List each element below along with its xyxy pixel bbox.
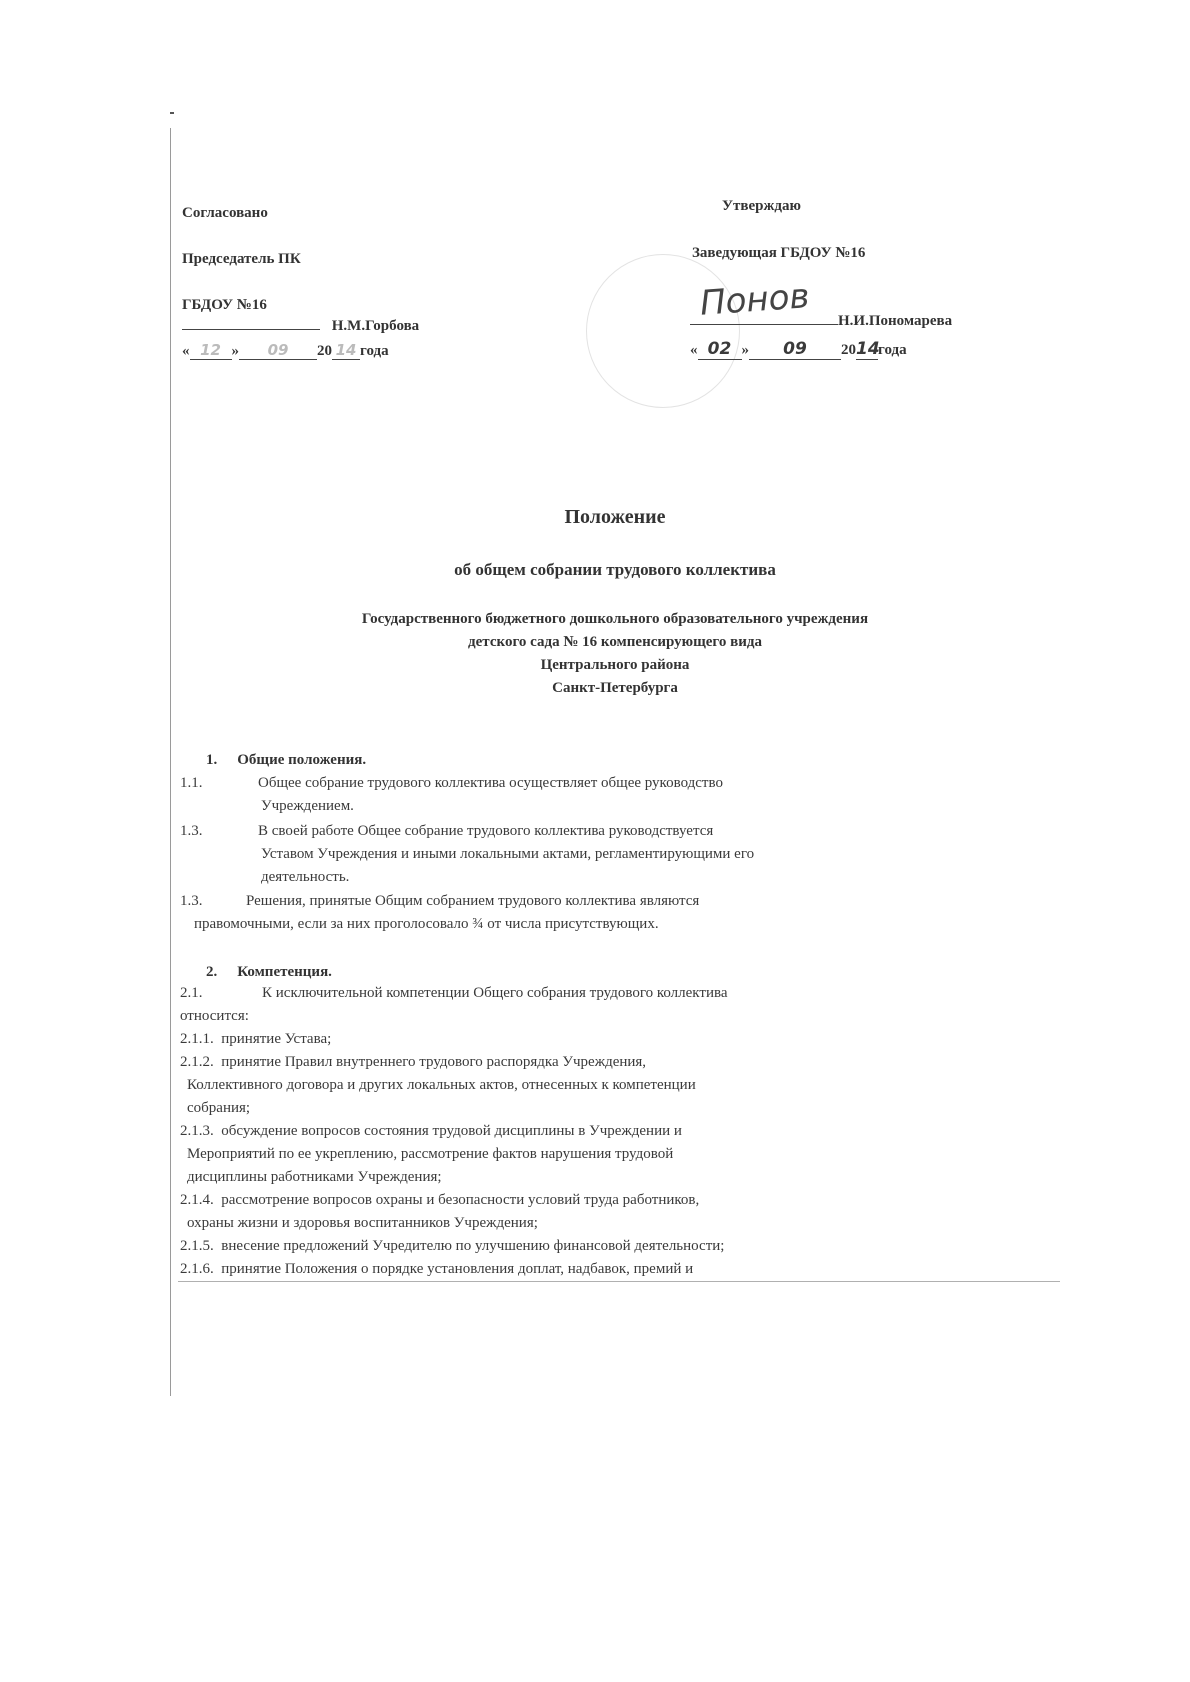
section2-item-text: Мероприятий по ее укреплению, рассмотрение фактов нарушения трудовой: [187, 1146, 674, 1162]
section1-item-text: деятельность.: [261, 869, 350, 885]
section1-item-text: Учреждением.: [261, 798, 354, 814]
date-day: 12: [190, 341, 232, 360]
section1-item-text: Уставом Учреждения и иными локальными актами, регламентирующими его: [261, 846, 755, 862]
date-day: 02: [698, 339, 742, 360]
approval-right-signer: Н.И.Пономарева: [838, 313, 953, 329]
date-month: 09: [749, 339, 841, 360]
section2-item-text: охраны жизни и здоровья воспитанников Учреждения;: [187, 1215, 538, 1231]
signature-blank: [690, 324, 838, 325]
section2-item: 2.1.6. принятие Положения о порядке установления доплат, надбавок, премий и: [180, 1261, 694, 1277]
approval-right-position: Заведующая ГБДОУ №16: [692, 245, 866, 261]
section1-item-text: Решения, принятые Общим собранием трудового коллектива являются: [246, 893, 700, 909]
signature-blank: [182, 329, 320, 330]
document-subtitle: об общем собрании трудового коллектива: [454, 560, 776, 579]
approval-left-heading: Согласовано: [182, 205, 268, 221]
section1-item-num: 1.3.: [180, 893, 203, 909]
approval-left-signer: Н.М.Горбова: [331, 318, 420, 334]
approval-right-date: « 02 » 09 2014года: [690, 339, 907, 359]
section2-heading: 2. Компетенция.: [206, 964, 332, 980]
approval-left-signature-line: [182, 318, 419, 335]
section2-item-text: дисциплины работниками Учреждения;: [187, 1169, 442, 1185]
date-year: 14: [856, 339, 880, 359]
section1-item-text: Общее собрание трудового коллектива осуществляет общее руководство: [258, 775, 723, 791]
scan-mark: [170, 112, 174, 114]
section2-item: 2.1.3. обсуждение вопросов состояния трудовой дисциплины в Учреждении и: [180, 1123, 682, 1139]
org-line-3: Центрального района: [540, 657, 690, 673]
left-margin-line: [170, 128, 171, 1396]
section2-item: 2.1.4. рассмотрение вопросов охраны и безопасности условий труда работников,: [180, 1192, 700, 1208]
section1-item-num: 1.3.: [180, 823, 203, 839]
section2-intro-num: 2.1.: [180, 985, 203, 1001]
section1-item-text: правомочными, если за них проголосовало ¾ от числа присутствующих.: [194, 916, 659, 932]
section1-item-num: 1.1.: [180, 775, 203, 791]
approval-left-date: « 12 » 09 20 14 года: [182, 341, 389, 359]
section2-intro-text: относится:: [180, 1008, 249, 1024]
date-month: 09: [239, 341, 317, 360]
section2-intro-text: К исключительной компетенции Общего собрания трудового коллектива: [262, 985, 728, 1001]
org-line-4: Санкт-Петербурга: [552, 680, 678, 696]
section2-item: 2.1.5. внесение предложений Учредителю по улучшению финансовой деятельности;: [180, 1238, 725, 1254]
stamp-seal: [586, 254, 740, 408]
section1-item-text: В своей работе Общее собрание трудового коллектива руководствуется: [258, 823, 714, 839]
org-line-1: Государственного бюджетного дошкольного образовательного учреждения: [361, 611, 869, 627]
approval-left-org: ГБДОУ №16: [182, 297, 267, 313]
section1-heading: 1. Общие положения.: [206, 752, 367, 768]
section2-item-text: Коллективного договора и других локальных актов, отнесенных к компетенции: [187, 1077, 696, 1093]
approval-right-signature-line: [690, 313, 952, 330]
page-bottom-line: [178, 1281, 1060, 1282]
section2-item: 2.1.1. принятие Устава;: [180, 1031, 332, 1047]
approval-left-position: Председатель ПК: [182, 251, 301, 267]
document-title: Положение: [564, 506, 666, 528]
section2-item: 2.1.2. принятие Правил внутреннего трудового распорядка Учреждения,: [180, 1054, 647, 1070]
org-line-2: детского сада № 16 компенсирующего вида: [468, 634, 762, 650]
handwritten-signature: Понов: [698, 276, 811, 324]
approval-right-heading: Утверждаю: [722, 198, 801, 214]
date-year: 14: [332, 341, 360, 360]
section2-item-text: собрания;: [187, 1100, 251, 1116]
